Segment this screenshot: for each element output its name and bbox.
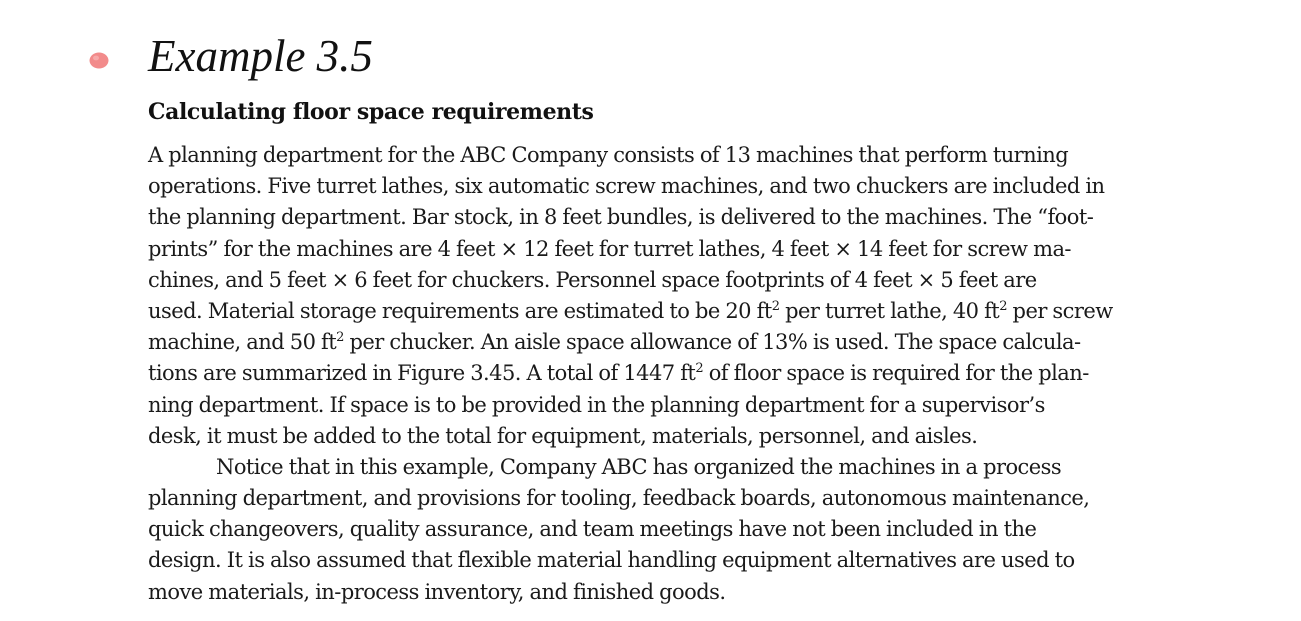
paragraph-problem-statement <box>148 140 1178 452</box>
text-line <box>148 358 1178 389</box>
text-line: Notice that in this example, Company ABC has organized the machines in a process <box>216 454 1062 479</box>
paragraph-notice <box>148 452 1178 608</box>
text-line: planning department, and provisions for tooling, feedback boards, autonomous maintenance, <box>148 486 1090 511</box>
text-line: chines, and 5 feet × 6 feet for chuckers. Personnel space footprints of 4 feet × 5 feet are <box>148 267 1037 292</box>
text-line: the planning department. Bar stock, in 8 feet bundles, is delivered to the machines. The “foot- <box>148 205 1094 230</box>
superscript: 2 <box>336 330 344 346</box>
text-line: ning department. If space is to be provided in the planning department for a supervisor’s <box>148 392 1045 417</box>
text-segment: machine, and 50 ft <box>148 330 337 355</box>
text-segment: per turret lathe, 40 ft <box>779 298 1000 323</box>
example-body <box>148 140 1178 608</box>
example-title: Example 3.5 <box>148 31 373 81</box>
example-subtitle: Calculating floor space requirements <box>148 99 594 125</box>
text-line: move materials, in-process inventory, and finished goods. <box>148 579 726 604</box>
text-segment: tions are summarized in Figure 3.45. A total of 1447 ft <box>148 361 696 386</box>
text-line: quick changeovers, quality assurance, and team meetings have not been included in the <box>148 517 1037 542</box>
superscript: 2 <box>771 298 780 314</box>
text-segment: per chucker. An aisle space allowance of 13% is used. The space calcula- <box>343 330 1081 355</box>
text-line <box>148 296 1178 327</box>
text-line: desk, it must be added to the total for equipment, materials, personnel, and aisles. <box>148 423 978 448</box>
text-line: prints” for the machines are 4 feet × 12 feet for turret lathes, 4 feet × 14 feet for screw ma- <box>148 236 1071 261</box>
text-segment: per screw <box>1006 298 1113 323</box>
text-segment: of floor space is required for the plan- <box>703 361 1089 386</box>
red-dot-icon <box>89 52 109 69</box>
text-line <box>148 327 1178 358</box>
text-segment: used. Material storage requirements are estimated to be 20 ft <box>148 298 772 323</box>
text-line: design. It is also assumed that flexible material handling equipment alternatives are used to <box>148 548 1075 573</box>
text-line: A planning department for the ABC Company consists of 13 machines that perform turning <box>148 143 1069 167</box>
text-line: operations. Five turret lathes, six automatic screw machines, and two chuckers are included in <box>148 174 1105 199</box>
superscript: 2 <box>999 298 1007 314</box>
superscript: 2 <box>695 361 704 377</box>
